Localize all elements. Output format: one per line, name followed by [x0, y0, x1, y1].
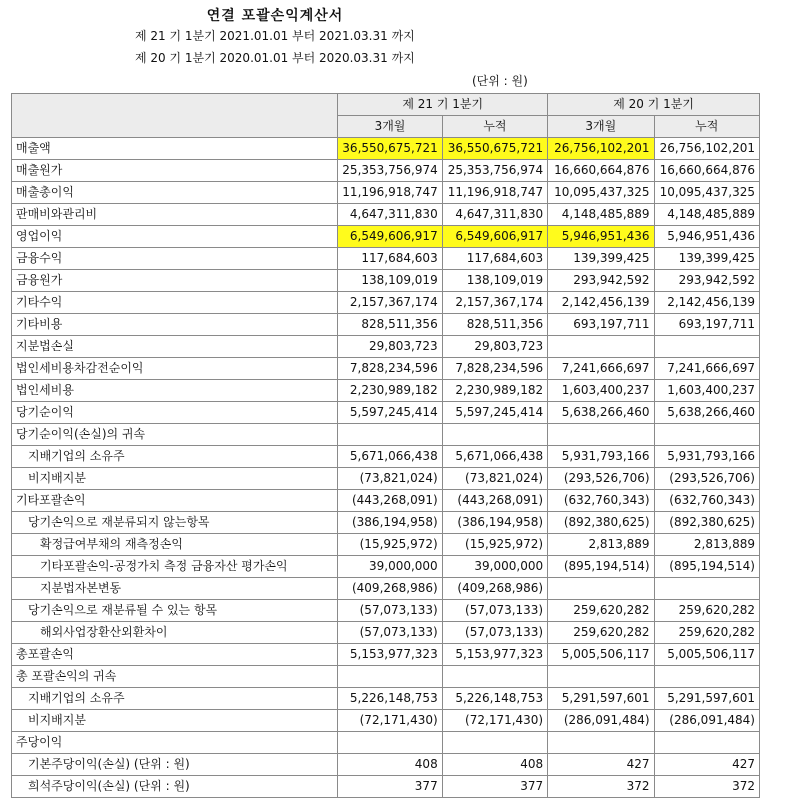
row-label: 해외사업장환산외환차이	[12, 622, 338, 644]
value-cell-q1-2020-3m: 372	[548, 776, 654, 798]
value-cell-q1-2021-3m: (443,268,091)	[338, 490, 442, 512]
table-row	[12, 160, 760, 182]
value-cell-q1-2020-cum: 5,005,506,117	[654, 644, 759, 666]
value-cell-q1-2020-3m: 7,241,666,697	[548, 358, 654, 380]
row-label: 총 포괄손익의 귀속	[12, 666, 338, 688]
table-row	[12, 204, 760, 226]
value-cell-q1-2021-cum: (443,268,091)	[442, 490, 547, 512]
header-3months-current: 3개월	[338, 116, 442, 138]
value-cell-q1-2021-3m	[338, 732, 442, 754]
row-label: 총포괄손익	[12, 644, 338, 666]
value-cell-q1-2020-3m: 693,197,711	[548, 314, 654, 336]
row-label: 법인세비용	[12, 380, 338, 402]
value-cell-q1-2020-cum: 26,756,102,201	[654, 138, 759, 160]
value-cell-q1-2020-cum: 5,946,951,436	[654, 226, 759, 248]
value-cell-q1-2020-3m: 1,603,400,237	[548, 380, 654, 402]
value-cell-q1-2021-cum: 117,684,603	[442, 248, 547, 270]
value-cell-q1-2021-cum: 408	[442, 754, 547, 776]
table-row	[12, 402, 760, 424]
row-label: 주당이익	[12, 732, 338, 754]
value-cell-q1-2020-cum: (892,380,625)	[654, 512, 759, 534]
table-row	[12, 490, 760, 512]
value-cell-q1-2020-3m: 16,660,664,876	[548, 160, 654, 182]
value-cell-q1-2020-3m: 5,931,793,166	[548, 446, 654, 468]
value-cell-q1-2021-cum: (15,925,972)	[442, 534, 547, 556]
value-cell-q1-2020-3m: 5,946,951,436	[548, 226, 654, 248]
row-label: 지분법자본변동	[12, 578, 338, 600]
value-cell-q1-2021-3m: 25,353,756,974	[338, 160, 442, 182]
table-row	[12, 622, 760, 644]
value-cell-q1-2021-cum: 2,157,367,174	[442, 292, 547, 314]
value-cell-q1-2021-cum	[442, 424, 547, 446]
value-cell-q1-2020-cum: (632,760,343)	[654, 490, 759, 512]
value-cell-q1-2020-cum: 10,095,437,325	[654, 182, 759, 204]
value-cell-q1-2021-cum: 25,353,756,974	[442, 160, 547, 182]
value-cell-q1-2021-3m: 117,684,603	[338, 248, 442, 270]
value-cell-q1-2020-3m: (286,091,484)	[548, 710, 654, 732]
value-cell-q1-2021-cum: (72,171,430)	[442, 710, 547, 732]
value-cell-q1-2021-cum: 5,671,066,438	[442, 446, 547, 468]
value-cell-q1-2020-cum: (293,526,706)	[654, 468, 759, 490]
value-cell-q1-2021-cum: 828,511,356	[442, 314, 547, 336]
value-cell-q1-2021-3m: 2,230,989,182	[338, 380, 442, 402]
value-cell-q1-2021-cum: 5,153,977,323	[442, 644, 547, 666]
value-cell-q1-2021-3m	[338, 424, 442, 446]
value-cell-q1-2020-3m: 4,148,485,889	[548, 204, 654, 226]
row-label: 당기손익으로 재분류되지 않는항목	[12, 512, 338, 534]
value-cell-q1-2021-cum	[442, 732, 547, 754]
value-cell-q1-2021-3m: 5,226,148,753	[338, 688, 442, 710]
row-label: 기본주당이익(손실) (단위 : 원)	[12, 754, 338, 776]
value-cell-q1-2021-cum: 36,550,675,721	[442, 138, 547, 160]
value-cell-q1-2020-3m: 427	[548, 754, 654, 776]
table-body	[12, 138, 760, 798]
value-cell-q1-2021-3m: 6,549,606,917	[338, 226, 442, 248]
value-cell-q1-2021-3m: 377	[338, 776, 442, 798]
value-cell-q1-2021-3m: (57,073,133)	[338, 622, 442, 644]
value-cell-q1-2020-3m: 139,399,425	[548, 248, 654, 270]
table-row	[12, 578, 760, 600]
row-label: 당기순이익	[12, 402, 338, 424]
table-row	[12, 556, 760, 578]
value-cell-q1-2021-cum: 4,647,311,830	[442, 204, 547, 226]
value-cell-q1-2021-3m: 11,196,918,747	[338, 182, 442, 204]
value-cell-q1-2020-cum: 293,942,592	[654, 270, 759, 292]
value-cell-q1-2020-cum: 693,197,711	[654, 314, 759, 336]
table-row	[12, 666, 760, 688]
document-title: 연결 포괄손익계산서	[206, 8, 344, 24]
period-current: 제 21 기 1분기 2021.01.01 부터 2021.03.31 까지	[135, 29, 415, 43]
value-cell-q1-2020-cum: 427	[654, 754, 759, 776]
value-cell-q1-2021-3m: 39,000,000	[338, 556, 442, 578]
value-cell-q1-2020-cum: 16,660,664,876	[654, 160, 759, 182]
value-cell-q1-2020-cum: 7,241,666,697	[654, 358, 759, 380]
table-row	[12, 380, 760, 402]
table-row	[12, 358, 760, 380]
value-cell-q1-2020-3m	[548, 578, 654, 600]
value-cell-q1-2020-3m: 5,638,266,460	[548, 402, 654, 424]
value-cell-q1-2020-cum: 259,620,282	[654, 600, 759, 622]
value-cell-q1-2020-3m: 2,813,889	[548, 534, 654, 556]
row-label: 기타수익	[12, 292, 338, 314]
value-cell-q1-2021-3m: 138,109,019	[338, 270, 442, 292]
row-label: 금융수익	[12, 248, 338, 270]
table-row	[12, 688, 760, 710]
value-cell-q1-2020-cum: 139,399,425	[654, 248, 759, 270]
row-label: 확정급여부채의 재측정손익	[12, 534, 338, 556]
value-cell-q1-2020-3m: 293,942,592	[548, 270, 654, 292]
table-row	[12, 336, 760, 358]
table-row	[12, 270, 760, 292]
value-cell-q1-2020-3m: 259,620,282	[548, 600, 654, 622]
value-cell-q1-2020-3m	[548, 732, 654, 754]
value-cell-q1-2020-cum: 2,813,889	[654, 534, 759, 556]
table-row	[12, 468, 760, 490]
value-cell-q1-2021-3m: 29,803,723	[338, 336, 442, 358]
value-cell-q1-2021-3m: 5,671,066,438	[338, 446, 442, 468]
value-cell-q1-2021-3m: 5,597,245,414	[338, 402, 442, 424]
table-row	[12, 776, 760, 798]
value-cell-q1-2020-cum: 2,142,456,139	[654, 292, 759, 314]
table-row	[12, 512, 760, 534]
value-cell-q1-2020-3m	[548, 666, 654, 688]
value-cell-q1-2021-cum: 377	[442, 776, 547, 798]
table-row	[12, 600, 760, 622]
value-cell-q1-2020-3m: 5,291,597,601	[548, 688, 654, 710]
value-cell-q1-2020-cum: 1,603,400,237	[654, 380, 759, 402]
header-blank-cell	[12, 94, 338, 138]
value-cell-q1-2021-3m: 5,153,977,323	[338, 644, 442, 666]
row-label: 영업이익	[12, 226, 338, 248]
row-label: 매출원가	[12, 160, 338, 182]
value-cell-q1-2021-3m: 7,828,234,596	[338, 358, 442, 380]
value-cell-q1-2020-cum	[654, 732, 759, 754]
value-cell-q1-2020-3m: 26,756,102,201	[548, 138, 654, 160]
value-cell-q1-2021-cum: 39,000,000	[442, 556, 547, 578]
value-cell-q1-2020-3m: (892,380,625)	[548, 512, 654, 534]
row-label: 비지배지분	[12, 710, 338, 732]
row-label: 기타포괄손익	[12, 490, 338, 512]
value-cell-q1-2021-cum: 138,109,019	[442, 270, 547, 292]
value-cell-q1-2021-3m: 408	[338, 754, 442, 776]
table-row	[12, 248, 760, 270]
row-label: 지배기업의 소유주	[12, 688, 338, 710]
value-cell-q1-2020-3m: (895,194,514)	[548, 556, 654, 578]
table-row	[12, 644, 760, 666]
value-cell-q1-2020-cum: 5,638,266,460	[654, 402, 759, 424]
table-header	[12, 94, 760, 138]
table-row	[12, 732, 760, 754]
unit-label: (단위 : 원)	[472, 74, 528, 88]
income-statement-table	[11, 93, 760, 798]
value-cell-q1-2021-3m: (386,194,958)	[338, 512, 442, 534]
value-cell-q1-2021-3m	[338, 666, 442, 688]
value-cell-q1-2021-cum: 2,230,989,182	[442, 380, 547, 402]
row-label: 지분법손실	[12, 336, 338, 358]
value-cell-q1-2020-cum	[654, 336, 759, 358]
table-row	[12, 226, 760, 248]
value-cell-q1-2021-3m: 2,157,367,174	[338, 292, 442, 314]
table-row	[12, 710, 760, 732]
value-cell-q1-2020-3m: 2,142,456,139	[548, 292, 654, 314]
table-row	[12, 424, 760, 446]
value-cell-q1-2020-3m: (632,760,343)	[548, 490, 654, 512]
row-label: 당기손익으로 재분류될 수 있는 항목	[12, 600, 338, 622]
header-period-current: 제 21 기 1분기	[338, 94, 548, 116]
table-row	[12, 446, 760, 468]
value-cell-q1-2020-3m: 259,620,282	[548, 622, 654, 644]
table-row	[12, 534, 760, 556]
value-cell-q1-2020-cum	[654, 578, 759, 600]
row-label: 매출총이익	[12, 182, 338, 204]
value-cell-q1-2021-cum: 5,597,245,414	[442, 402, 547, 424]
row-label: 지배기업의 소유주	[12, 446, 338, 468]
value-cell-q1-2021-3m: (73,821,024)	[338, 468, 442, 490]
period-prior: 제 20 기 1분기 2020.01.01 부터 2020.03.31 까지	[135, 51, 415, 65]
value-cell-q1-2021-cum: 6,549,606,917	[442, 226, 547, 248]
table-row	[12, 138, 760, 160]
value-cell-q1-2021-cum: 11,196,918,747	[442, 182, 547, 204]
row-label: 판매비와관리비	[12, 204, 338, 226]
table-row	[12, 292, 760, 314]
value-cell-q1-2020-cum: 259,620,282	[654, 622, 759, 644]
value-cell-q1-2021-cum: 7,828,234,596	[442, 358, 547, 380]
value-cell-q1-2021-cum: (386,194,958)	[442, 512, 547, 534]
value-cell-q1-2021-3m: (15,925,972)	[338, 534, 442, 556]
value-cell-q1-2020-cum	[654, 424, 759, 446]
value-cell-q1-2021-cum: (73,821,024)	[442, 468, 547, 490]
row-label: 법인세비용차감전순이익	[12, 358, 338, 380]
header-cumulative-prior: 누적	[654, 116, 759, 138]
row-label: 비지배지분	[12, 468, 338, 490]
header-period-prior: 제 20 기 1분기	[548, 94, 760, 116]
value-cell-q1-2021-3m: (57,073,133)	[338, 600, 442, 622]
value-cell-q1-2021-3m: (409,268,986)	[338, 578, 442, 600]
row-label: 매출액	[12, 138, 338, 160]
value-cell-q1-2021-cum: 29,803,723	[442, 336, 547, 358]
table-row	[12, 314, 760, 336]
header-cumulative-current: 누적	[442, 116, 547, 138]
row-label: 기타포괄손익-공정가치 측정 금융자산 평가손익	[12, 556, 338, 578]
row-label: 당기순이익(손실)의 귀속	[12, 424, 338, 446]
table-row	[12, 182, 760, 204]
value-cell-q1-2021-cum: (57,073,133)	[442, 600, 547, 622]
value-cell-q1-2021-cum: (409,268,986)	[442, 578, 547, 600]
value-cell-q1-2020-cum: 4,148,485,889	[654, 204, 759, 226]
value-cell-q1-2021-cum: (57,073,133)	[442, 622, 547, 644]
value-cell-q1-2020-3m: 10,095,437,325	[548, 182, 654, 204]
value-cell-q1-2020-cum: (895,194,514)	[654, 556, 759, 578]
table-row	[12, 754, 760, 776]
value-cell-q1-2021-cum: 5,226,148,753	[442, 688, 547, 710]
value-cell-q1-2020-3m	[548, 424, 654, 446]
value-cell-q1-2021-3m: 4,647,311,830	[338, 204, 442, 226]
value-cell-q1-2020-3m: (293,526,706)	[548, 468, 654, 490]
row-label: 금융원가	[12, 270, 338, 292]
value-cell-q1-2020-3m: 5,005,506,117	[548, 644, 654, 666]
row-label: 기타비용	[12, 314, 338, 336]
value-cell-q1-2021-cum	[442, 666, 547, 688]
row-label: 희석주당이익(손실) (단위 : 원)	[12, 776, 338, 798]
value-cell-q1-2020-cum	[654, 666, 759, 688]
value-cell-q1-2020-cum: (286,091,484)	[654, 710, 759, 732]
value-cell-q1-2020-cum: 5,931,793,166	[654, 446, 759, 468]
value-cell-q1-2020-cum: 372	[654, 776, 759, 798]
value-cell-q1-2021-3m: (72,171,430)	[338, 710, 442, 732]
value-cell-q1-2021-3m: 36,550,675,721	[338, 138, 442, 160]
header-3months-prior: 3개월	[548, 116, 654, 138]
value-cell-q1-2020-cum: 5,291,597,601	[654, 688, 759, 710]
value-cell-q1-2020-3m	[548, 336, 654, 358]
value-cell-q1-2021-3m: 828,511,356	[338, 314, 442, 336]
